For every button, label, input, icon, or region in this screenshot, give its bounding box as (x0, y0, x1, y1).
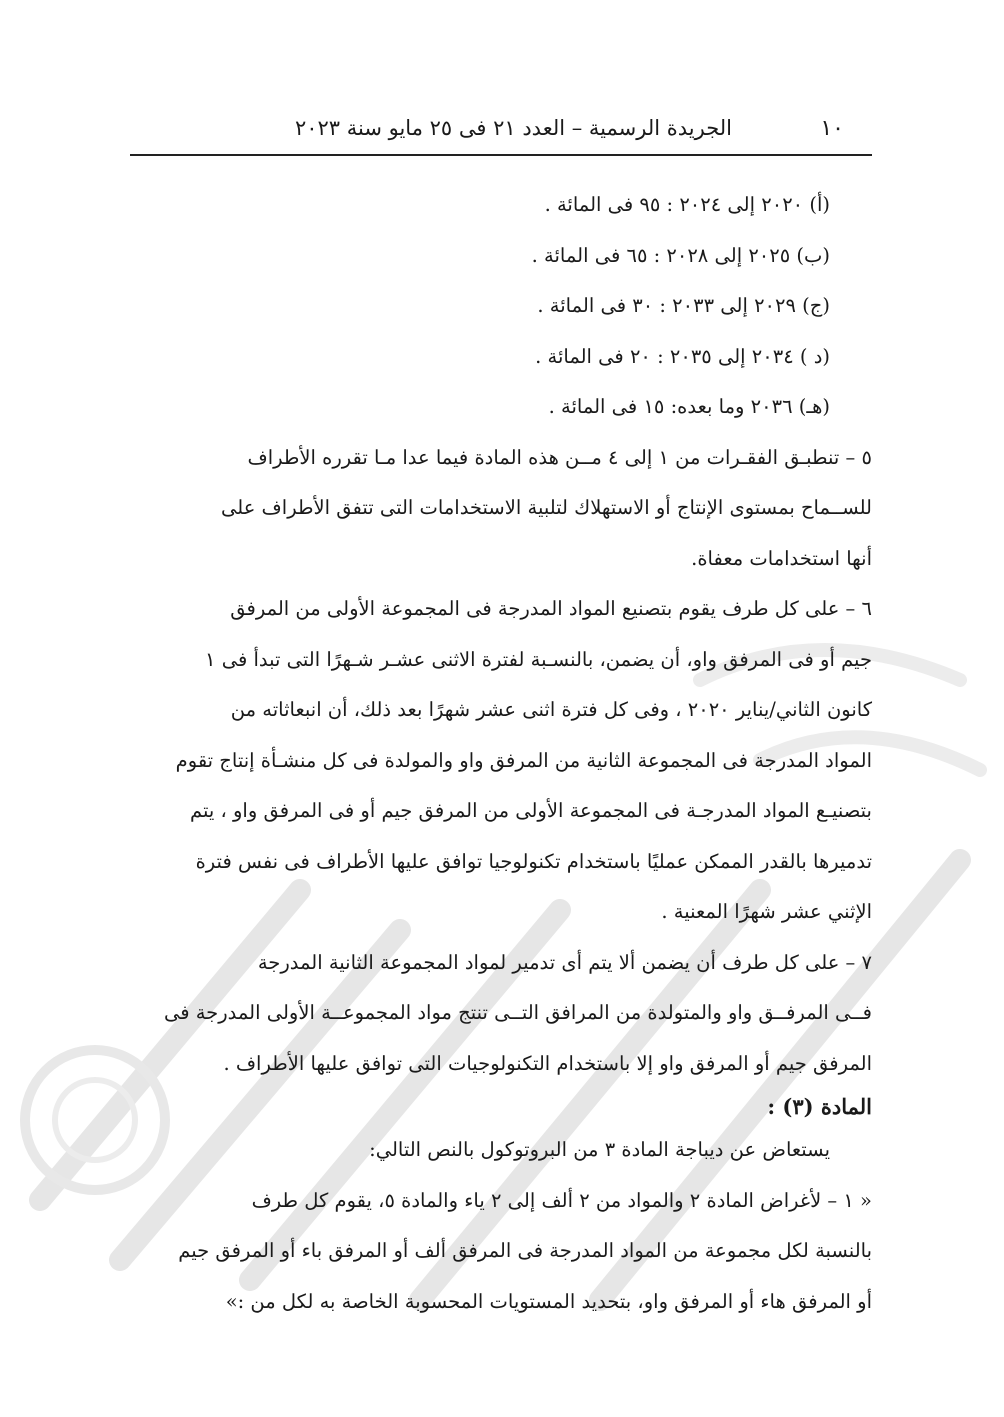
text-line: ٦ – على كل طرف يقوم بتصنيع المواد المدرجة فى المجموعة الأولى من المرفق (230, 597, 872, 620)
text-line: بالنسبة لكل مجموعة من المواد المدرجة فى المرفق ألف أو المرفق باء أو المرفق جيم (178, 1239, 872, 1262)
text-line: الإثني عشر شهرًا المعنية . (661, 900, 872, 923)
text-line: كانون الثاني/يناير ٢٠٢٠ ، وفى كل فترة اثنى عشر شهرًا بعد ذلك، أن انبعاثاته من (230, 698, 872, 721)
document-body (130, 180, 872, 1327)
text-line: بتصنيـع المواد المدرجـة فى المجموعة الأولى من المرفق جيم أو فى المرفق واو ، يتم (190, 799, 872, 822)
page-number: ١٠ (820, 116, 844, 141)
percentage-list (130, 180, 872, 433)
text-line: المرفق جيم أو المرفق واو إلا باستخدام التكنولوجيات التى توافق عليها الأطراف . (223, 1051, 872, 1075)
text-line: تدميرها بالقدر الممكن عمليًا باستخدام تكنولوجيا توافق عليها الأطراف فى نفس فترة (195, 849, 872, 873)
text-line: فــى المرفــق واو والمتولدة من المرافق التــى تنتج مواد المجموعــة الأولى المدرجة فى (163, 1001, 872, 1024)
article-heading: المادة (٣) : (767, 1094, 872, 1119)
page-header (130, 110, 872, 152)
text-line: المواد المدرجة فى المجموعة الثانية من المرفق واو والمولدة فى كل منشـأة إنتاج تقوم (175, 748, 872, 772)
list-item: (ب) ٢٠٢٥ إلى ٢٠٢٨ : ٦٥ فى المائة . (531, 243, 830, 267)
list-item: (د ) ٢٠٣٤ إلى ٢٠٣٥ : ٢٠ فى المائة . (535, 344, 830, 368)
text-line: للســماح بمستوى الإنتاج أو الاستهلاك لتلبية الاستخدامات التى تتفق الأطراف على (221, 496, 872, 519)
paragraph-7 (130, 938, 872, 1090)
quoted-paragraph (130, 1176, 872, 1328)
text-line: ٧ – على كل طرف أن يضمن ألا يتم أى تدمير لمواد المجموعة الثانية المدرجة (257, 950, 872, 974)
article-intro: يستعاض عن ديباجة المادة ٣ من البروتوكول بالنص التالي: (369, 1138, 830, 1161)
paragraph-5 (130, 433, 872, 585)
text-line: ٥ – تنطبـق الفقـرات من ١ إلى ٤ مــن هذه المادة فيما عدا مـا تقرره الأطراف (247, 445, 872, 469)
list-item: (ج) ٢٠٢٩ إلى ٢٠٣٣ : ٣٠ فى المائة . (537, 294, 830, 317)
list-item: (أ) ٢٠٢٠ إلى ٢٠٢٤ : ٩٥ فى المائة . (544, 193, 830, 216)
header-divider (130, 154, 872, 156)
text-line: أو المرفق هاء أو المرفق واو، بتحديد المستويات المحسوبة الخاصة به لكل من :» (225, 1289, 872, 1313)
list-item: (هـ) ٢٠٣٦ وما بعده: ١٥ فى المائة . (548, 395, 830, 418)
text-line: « ١ – لأغراض المادة ٢ والمواد من ٢ ألف إلى ٢ ياء والمادة ٥، يقوم كل طرف (251, 1188, 872, 1212)
text-line: أنها استخدامات معفاة. (691, 546, 872, 570)
gazette-header-title: الجريدة الرسمية – العدد ٢١ فى ٢٥ مايو سنة ٢٠٢٣ (294, 116, 732, 140)
paragraph-6 (130, 584, 872, 938)
text-line: جيم أو فى المرفق واو، أن يضمن، بالنسـبة لفترة الاثنى عشـر شـهرًا التى تبدأ فى ١ (205, 647, 872, 671)
